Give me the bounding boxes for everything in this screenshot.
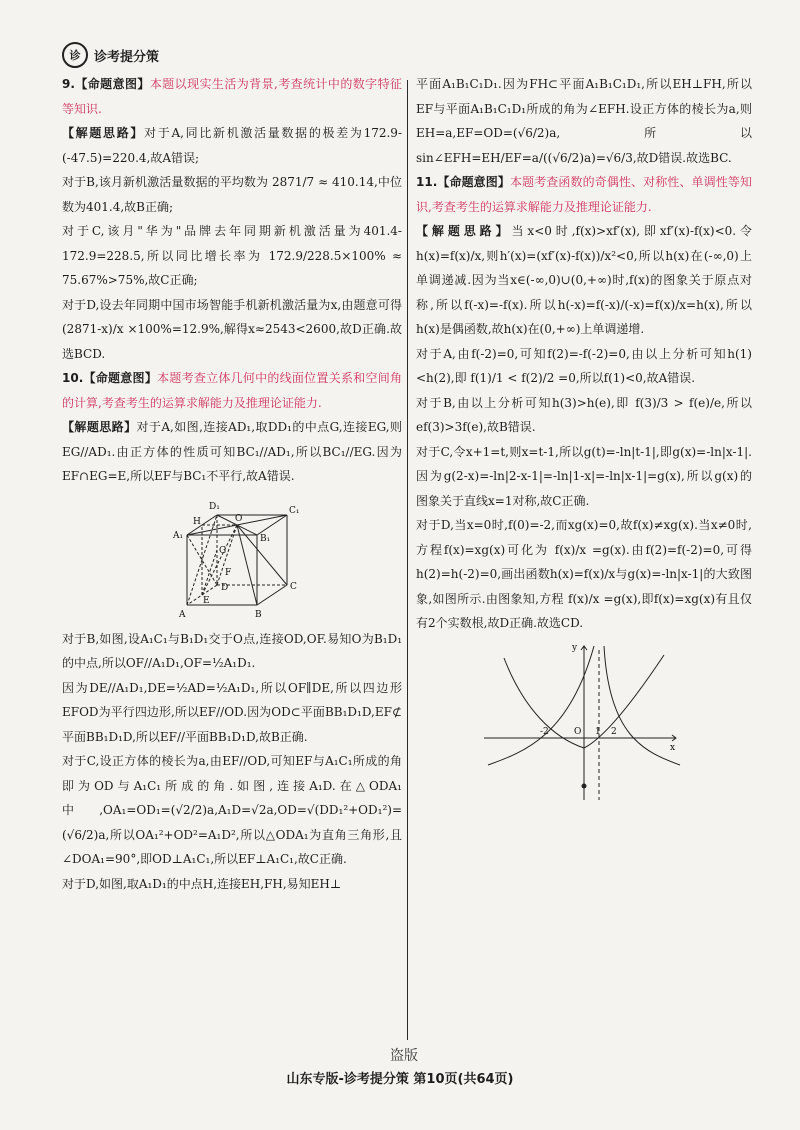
- section-tag: 【命题意图】: [83, 371, 158, 385]
- paragraph-q11-s4: [416, 440, 752, 514]
- intent-text: 本题考查函数的奇偶性、对称性、单调性等知识,考查考生的运算求解能力及推理论证能力.: [416, 175, 752, 214]
- paragraph-q10-s5: [62, 872, 402, 897]
- section-tag: 【解题思路】: [62, 420, 137, 434]
- paragraph-q10-s1: [62, 415, 402, 489]
- function-graph-figure: [484, 640, 684, 805]
- paragraph-q9-title: [62, 72, 402, 121]
- paragraph-q11-s2: [416, 342, 752, 391]
- left-column: [62, 72, 402, 896]
- question-number: 11.: [416, 175, 438, 189]
- right-column: [416, 72, 752, 809]
- body-text: 对于D,如图,取A₁D₁的中点H,连接EH,FH,易知EH⊥: [62, 876, 342, 891]
- intent-text: 本题以现实生活为背景,考查统计中的数字特征等知识.: [62, 77, 402, 116]
- cube-label-D: D: [221, 582, 229, 593]
- section-tag: 【解题思路】: [416, 224, 512, 238]
- cube-label-H: H: [193, 516, 201, 527]
- paragraph-q9-s3: [62, 219, 402, 293]
- brand-title: 诊考提分策: [94, 49, 160, 65]
- cube-figure: [167, 493, 300, 623]
- body-text: 对于C,设正方体的棱长为a,由EF//OD,可知EF与A₁C₁所成的角即为OD与A₁C₁所成的角.如图,连接A₁D.在△ODA₁中,OA₁=OD₁=(√2/2)a,A₁D=√2a,OD=√(DD₁²+OD₁²)=(√6/2)a,所以OA₁²+OD²=A₁D²,所以△ODA₁为直角三角形,且∠DOA₁=90°,即OD⊥A₁C₁,所以EF⊥A₁C₁,故C正确.: [62, 754, 402, 866]
- body-text: 因为DE//A₁D₁,DE=½AD=½A₁D₁,所以OF∥DE,所以四边形EFOD为平行四边形,所以EF//OD.因为OD⊂平面BB₁D₁D,EF⊄平面BB₁D₁D,所以EF//平面BB₁D₁D,故B正确.: [62, 680, 402, 744]
- paragraph-q11-title: [416, 170, 752, 219]
- cube-label-C: C: [290, 581, 297, 592]
- body-text: 对于B,由以上分析可知h(3)>h(e),即 f(3)/3 > f(e)/e,所以ef(3)>3f(e),故B错误.: [416, 395, 752, 434]
- body-text: 对于D,设去年同期中国市场智能手机新机激活量为x,由题意可得 (2871-x)/x ×100%=12.9%,解得x≈2543<2600,故D正确.故选BCD.: [62, 297, 402, 361]
- graph-label-1: 1: [595, 726, 601, 737]
- header: [62, 42, 159, 68]
- graph-label-x: x: [670, 742, 676, 753]
- section-tag: 【解题思路】: [62, 126, 145, 140]
- cube-label-A: A: [179, 609, 186, 620]
- body-text: 对于D,当x=0时,f(0)=-2,而xg(x)=0,故f(x)≠xg(x).当x≠0时,方程f(x)=xg(x)可化为 f(x)/x =g(x).由f(2)=f(-2)=0,可得h(2)=h(-2)=0,画出函数h(x)=f(x)/x与g(x)=-ln|x-1|的大致图象,如图所示.由图象知,方程 f(x)/x =g(x),即f(x)=xg(x)有且仅有2个实数根,故D正确.故选CD.: [416, 518, 752, 630]
- body-text: 对于C,该月"华为"品牌去年同期新机激活量为401.4-172.9=228.5,所以同比增长率为 172.9/228.5×100% ≈ 75.67%>75%,故C正确;: [62, 224, 402, 287]
- cube-label-F: F: [225, 567, 232, 578]
- paragraph-q10-s3: [62, 676, 402, 750]
- graph-label-origin: O: [574, 726, 582, 737]
- paragraph-q10-s4: [62, 749, 402, 872]
- cube-label-B1: B₁: [260, 533, 271, 544]
- graph-label-y: y: [572, 642, 578, 653]
- body-text: 对于C,令x+1=t,则x=t-1,所以g(t)=-ln|t-1|,即g(x)=-ln|x-1|.因为g(2-x)=-ln|2-x-1|=-ln|1-x|=-ln|x-1|=g(x),所以g(x)的图象关于直线x=1对称,故C正确.: [416, 444, 752, 508]
- body-text: 对于B,该月新机激活量数据的平均数为 2871/7 ≈ 410.14,中位数为401.4,故B正确;: [62, 175, 402, 214]
- section-tag: 【命题意图】: [74, 77, 150, 91]
- paragraph-q9-s2: [62, 170, 402, 219]
- watermark: 盗版: [390, 1048, 418, 1064]
- question-number: 10.: [62, 371, 84, 385]
- intent-text: 本题考查立体几何中的线面位置关系和空间角的计算,考查考生的运算求解能力及推理论证能力.: [62, 371, 402, 410]
- paragraph-q9-s1: [62, 121, 402, 170]
- cube-label-E: E: [203, 595, 210, 606]
- page-footer: 山东专版-诊考提分策 第10页(共64页): [286, 1072, 514, 1087]
- body-text: 平面A₁B₁C₁D₁.因为FH⊂平面A₁B₁C₁D₁,所以EH⊥FH,所以EF与平面A₁B₁C₁D₁所成的角为∠EFH.设正方体的棱长为a,则EH=a,EF=OD=(√6/2)a,所以 sin∠EFH=EH/EF=a/((√6/2)a)=√6/3,故D错误.故选BC.: [416, 77, 752, 165]
- body-text: 对于A,同比新机激活量数据的极差为172.9-(-47.5)=220.4,故A错误;: [62, 126, 402, 165]
- question-number: 9.: [62, 77, 75, 91]
- paragraph-r1: [416, 72, 752, 170]
- column-divider: [407, 80, 408, 1040]
- body-text: 当x<0时,f(x)>xf′(x),即xf′(x)-f(x)<0.令h(x)=f(x)/x,则h′(x)=(xf′(x)-f(x))/x²<0,所以h(x)在(-∞,0)上单调递减.因为当x∈(-∞,0)∪(0,+∞)时,f(x)的图象关于原点对称,所以f(-x)=-f(x).所以h(-x)=f(-x)/(-x)=f(x)/x=h(x),所以h(x)是偶函数,故h(x)在(0,+∞)上单调递增.: [416, 224, 752, 336]
- paragraph-q10-s2: [62, 627, 402, 676]
- paragraph-q11-s5: [416, 513, 752, 636]
- graph-label-2: 2: [611, 726, 617, 737]
- cube-label-C1: C₁: [289, 505, 300, 516]
- paragraph-q9-s4: [62, 293, 402, 367]
- paragraph-q11-s1: [416, 219, 752, 342]
- cube-label-B: B: [255, 609, 262, 620]
- paragraph-q10-title: [62, 366, 402, 415]
- graph-label-minus2: -2: [540, 726, 549, 737]
- cube-label-G: G: [219, 545, 227, 556]
- cube-label-A1: A₁: [173, 530, 184, 541]
- cube-label-D1: D₁: [209, 501, 220, 512]
- brand-logo-icon: 诊: [62, 42, 88, 68]
- section-tag: 【命题意图】: [437, 175, 510, 189]
- body-text: 对于B,如图,设A₁C₁与B₁D₁交于O点,连接OD,OF.易知O为B₁D₁的中点,所以OF//A₁D₁,OF=½A₁D₁.: [62, 631, 402, 670]
- body-text: 对于A,由f(-2)=0,可知f(2)=-f(-2)=0,由以上分析可知h(1)<h(2),即 f(1)/1 < f(2)/2 =0,所以f(1)<0,故A错误.: [416, 346, 752, 385]
- cube-label-O: O: [235, 513, 243, 524]
- body-text: 对于A,如图,连接AD₁,取DD₁的中点G,连接EG,则EG//AD₁.由正方体的性质可知BC₁//AD₁,所以BC₁//EG.因为EF∩EG=E,所以EF与BC₁不平行,故A错误.: [62, 420, 402, 483]
- paragraph-q11-s3: [416, 391, 752, 440]
